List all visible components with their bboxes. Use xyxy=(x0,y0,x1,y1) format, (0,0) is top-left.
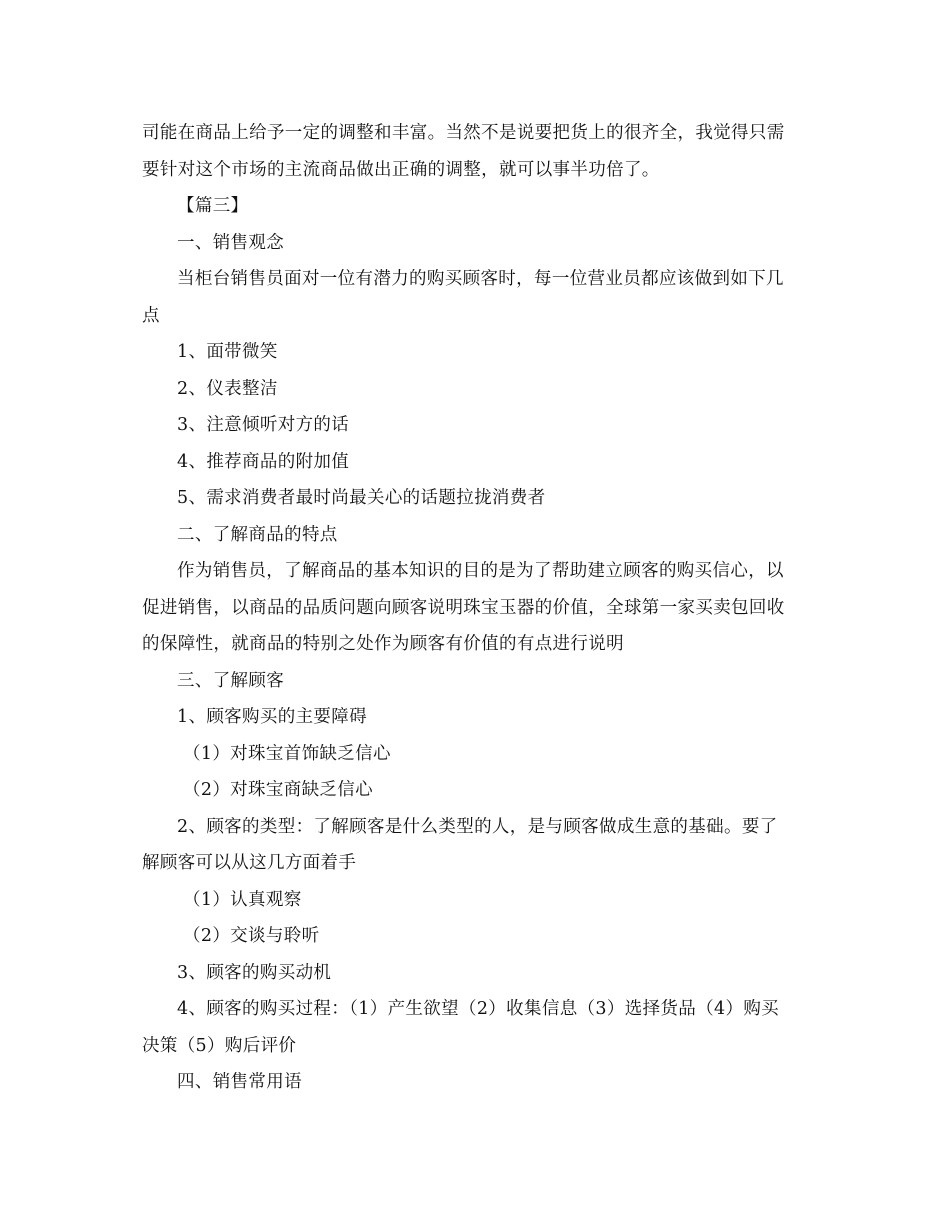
list-item: 1、顾客购买的主要障碍 xyxy=(177,707,367,727)
document-page xyxy=(142,115,812,1101)
sub-list-item: （2）对珠宝商缺乏信心 xyxy=(183,780,373,800)
section-heading-product-features: 二、了解商品的特点 xyxy=(177,524,338,545)
list-item: 3、注意倾听对方的话 xyxy=(177,415,350,435)
paragraph-line: 解顾客可以从这几方面着手 xyxy=(142,853,357,873)
list-item: 5、需求消费者最时尚最关心的话题拉拢消费者 xyxy=(177,488,546,508)
section-heading-sales-concept: 一、销售观念 xyxy=(177,232,285,253)
paragraph-line: 点 xyxy=(142,305,160,326)
paragraph-continuation-line: 司能在商品上给予一定的调整和丰富。当然不是说要把货上的很齐全，我觉得只需 xyxy=(142,123,785,143)
paragraph-line: 的保障性，就商品的特别之处作为顾客有价值的有点进行说明 xyxy=(142,634,624,654)
list-item: 4、推荐商品的附加值 xyxy=(177,451,350,472)
sub-list-item: （1）认真观察 xyxy=(183,889,302,910)
paragraph-line: 当柜台销售员面对一位有潜力的购买顾客时，每一位营业员都应该做到如下几 xyxy=(177,269,784,289)
paragraph-line: 决策（5）购后评价 xyxy=(142,1035,297,1056)
list-item: 2、仪表整洁 xyxy=(177,378,278,399)
sub-list-item: （1）对珠宝首饰缺乏信心 xyxy=(183,743,391,764)
paragraph-line: 促进销售，以商品的品质问题向顾客说明珠宝玉器的价值，全球第一家买卖包回收 xyxy=(142,597,785,618)
list-item: 1、面带微笑 xyxy=(177,342,278,362)
sub-list-item: （2）交谈与聆听 xyxy=(183,926,320,946)
section-heading-understand-customers: 三、了解顾客 xyxy=(177,670,285,691)
list-item: 4、顾客的购买过程：（1）产生欲望（2）收集信息（3）选择货品（4）购买 xyxy=(177,999,780,1019)
paragraph-continuation-line: 要针对这个市场的主流商品做出正确的调整，就可以事半功倍了。 xyxy=(142,159,660,180)
list-item: 2、顾客的类型：了解顾客是什么类型的人，是与顾客做成生意的基础。要了 xyxy=(177,816,778,837)
section-heading-sales-phrases: 四、销售常用语 xyxy=(177,1072,302,1092)
paragraph-line: 作为销售员，了解商品的基本知识的目的是为了帮助建立顾客的购买信心，以 xyxy=(177,561,784,581)
section-heading-part-three: 【篇三】 xyxy=(177,196,249,216)
list-item: 3、顾客的购买动机 xyxy=(177,962,332,983)
